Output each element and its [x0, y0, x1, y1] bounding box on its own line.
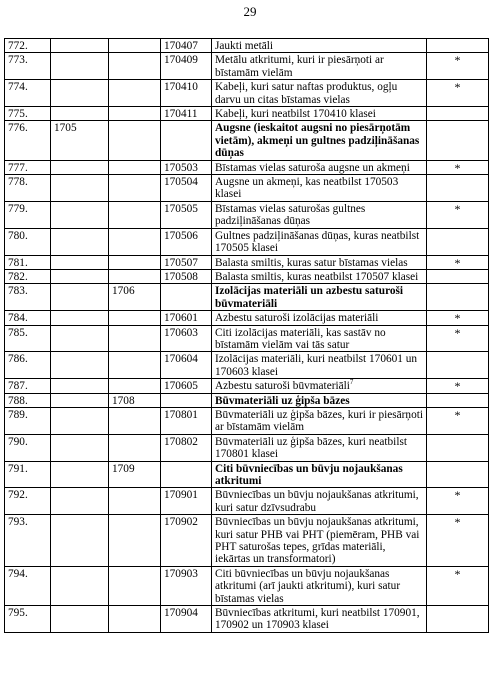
row-number-cell: 776.: [5, 121, 51, 160]
chapter-code-cell: [51, 434, 109, 461]
chapter-code-cell: [51, 160, 109, 174]
table-row: [5, 160, 489, 174]
waste-name-cell: Būvniecības atkritumi, kuri neatbilst 170901, 170902 un 170903 klasei: [212, 606, 427, 633]
chapter-code-cell: [51, 606, 109, 633]
hazard-mark-cell: [427, 121, 489, 160]
subchapter-code-cell: [109, 488, 161, 515]
row-number-cell: 778.: [5, 175, 51, 202]
subchapter-code-cell: 1708: [109, 393, 161, 407]
subchapter-code-cell: [109, 311, 161, 325]
waste-name-cell: Būvniecības un būvju nojaukšanas atkritumi, kuri satur dzīvsudrabu: [212, 488, 427, 515]
waste-name-cell: Augsne un akmeņi, kas neatbilst 170503 klasei: [212, 175, 427, 202]
chapter-code-cell: [51, 515, 109, 567]
chapter-code-cell: [51, 107, 109, 121]
row-number-cell: 772.: [5, 39, 51, 53]
row-number-cell: 786.: [5, 352, 51, 379]
waste-code-cell: 170410: [161, 80, 212, 107]
chapter-code-cell: [51, 175, 109, 202]
waste-name-cell: Balasta smiltis, kuras neatbilst 170507 klasei: [212, 269, 427, 283]
subchapter-code-cell: [109, 269, 161, 283]
chapter-code-cell: [51, 80, 109, 107]
table-row: [5, 255, 489, 269]
hazard-mark-cell: *: [427, 325, 489, 352]
subchapter-code-cell: [109, 175, 161, 202]
row-number-cell: 792.: [5, 488, 51, 515]
hazard-mark-cell: *: [427, 515, 489, 567]
row-number-cell: 794.: [5, 566, 51, 605]
subchapter-code-cell: [109, 606, 161, 633]
row-number-cell: 784.: [5, 311, 51, 325]
waste-name-cell: Citi būvniecības un būvju nojaukšanas atkritumi: [212, 461, 427, 488]
subchapter-code-cell: [109, 255, 161, 269]
waste-name-cell: Augsne (ieskaitot augsni no piesārņotām vietām), akmeņi un gultnes padziļināšanas dūņas: [212, 121, 427, 160]
table-row: [5, 53, 489, 80]
table-row: [5, 175, 489, 202]
waste-name-cell: Citi būvniecības un būvju nojaukšanas atkritumi (arī jaukti atkritumi), kuri satur bīstamas vielas: [212, 566, 427, 605]
chapter-code-cell: [51, 39, 109, 53]
waste-code-cell: [161, 393, 212, 407]
waste-code-cell: 170508: [161, 269, 212, 283]
waste-name-cell: Būvniecības un būvju nojaukšanas atkritumi, kuri satur PHB vai PHT (piemēram, PHB vai PHT saturošas tepes, grīdas materiāli, iekārtas un transformatori): [212, 515, 427, 567]
subchapter-code-cell: [109, 53, 161, 80]
chapter-code-cell: [51, 393, 109, 407]
hazard-mark-cell: [427, 606, 489, 633]
hazard-mark-cell: *: [427, 566, 489, 605]
subchapter-code-cell: [109, 80, 161, 107]
table-row: [5, 284, 489, 311]
subchapter-code-cell: [109, 407, 161, 434]
subchapter-code-cell: [109, 325, 161, 352]
table-body: [5, 39, 489, 633]
waste-code-cell: 170505: [161, 201, 212, 228]
waste-name-cell: Balasta smiltis, kuras satur bīstamas vielas: [212, 255, 427, 269]
row-number-cell: 791.: [5, 461, 51, 488]
row-number-cell: 795.: [5, 606, 51, 633]
row-number-cell: 789.: [5, 407, 51, 434]
hazard-mark-cell: [427, 228, 489, 255]
hazard-mark-cell: [427, 39, 489, 53]
row-number-cell: 775.: [5, 107, 51, 121]
hazard-mark-cell: [427, 175, 489, 202]
table-row: [5, 121, 489, 160]
chapter-code-cell: [51, 379, 109, 393]
waste-name-cell: Metālu atkritumi, kuri ir piesārņoti ar bīstamām vielām: [212, 53, 427, 80]
waste-code-cell: 170801: [161, 407, 212, 434]
subchapter-code-cell: [109, 201, 161, 228]
hazard-mark-cell: [427, 269, 489, 283]
waste-code-cell: 170411: [161, 107, 212, 121]
waste-code-cell: 170503: [161, 160, 212, 174]
hazard-mark-cell: *: [427, 255, 489, 269]
waste-code-cell: 170504: [161, 175, 212, 202]
row-number-cell: 787.: [5, 379, 51, 393]
waste-name-cell: Jaukti metāli: [212, 39, 427, 53]
subchapter-code-cell: [109, 39, 161, 53]
row-number-cell: 788.: [5, 393, 51, 407]
row-number-cell: 782.: [5, 269, 51, 283]
waste-code-cell: [161, 461, 212, 488]
waste-name-cell: Būvmateriāli uz ģipša bāzes, kuri neatbilst 170801 klasei: [212, 434, 427, 461]
row-number-cell: 793.: [5, 515, 51, 567]
row-number-cell: 783.: [5, 284, 51, 311]
table-row: [5, 107, 489, 121]
waste-name-cell: Azbestu saturoši izolācijas materiāli: [212, 311, 427, 325]
waste-classification-table: [4, 38, 489, 633]
chapter-code-cell: [51, 53, 109, 80]
table-row: [5, 39, 489, 53]
hazard-mark-cell: [427, 352, 489, 379]
waste-name-cell: Bīstamas vielas saturoša augsne un akmeņi: [212, 160, 427, 174]
waste-code-cell: 170407: [161, 39, 212, 53]
table-row: [5, 352, 489, 379]
waste-name-cell: Bīstamas vielas saturošas gultnes padziļināšanas dūņas: [212, 201, 427, 228]
subchapter-code-cell: [109, 160, 161, 174]
chapter-code-cell: [51, 407, 109, 434]
waste-name-cell: Gultnes padziļināšanas dūņas, kuras neatbilst 170505 klasei: [212, 228, 427, 255]
table-row: [5, 201, 489, 228]
table-row: [5, 379, 489, 393]
table-row: [5, 606, 489, 633]
table-row: [5, 269, 489, 283]
waste-code-cell: 170506: [161, 228, 212, 255]
row-number-cell: 780.: [5, 228, 51, 255]
hazard-mark-cell: *: [427, 201, 489, 228]
chapter-code-cell: [51, 228, 109, 255]
table-row: [5, 461, 489, 488]
hazard-mark-cell: *: [427, 407, 489, 434]
chapter-code-cell: [51, 255, 109, 269]
chapter-code-cell: [51, 461, 109, 488]
table-row: [5, 325, 489, 352]
chapter-code-cell: [51, 201, 109, 228]
subchapter-code-cell: [109, 515, 161, 567]
subchapter-code-cell: [109, 379, 161, 393]
hazard-mark-cell: *: [427, 379, 489, 393]
row-number-cell: 781.: [5, 255, 51, 269]
hazard-mark-cell: *: [427, 53, 489, 80]
chapter-code-cell: [51, 311, 109, 325]
table-row: [5, 515, 489, 567]
hazard-mark-cell: [427, 461, 489, 488]
hazard-mark-cell: [427, 107, 489, 121]
table-row: [5, 434, 489, 461]
row-number-cell: 790.: [5, 434, 51, 461]
waste-name-cell: Būvmateriāli uz ģipša bāzes, kuri ir piesārņoti ar bīstamām vielām: [212, 407, 427, 434]
waste-name-cell: Citi izolācijas materiāli, kas sastāv no bīstamām vielām vai tās satur: [212, 325, 427, 352]
subchapter-code-cell: [109, 434, 161, 461]
chapter-code-cell: [51, 352, 109, 379]
waste-name-cell: Izolācijas materiāli un azbestu saturoši būvmateriāli: [212, 284, 427, 311]
waste-code-cell: 170902: [161, 515, 212, 567]
subchapter-code-cell: [109, 107, 161, 121]
waste-name-cell: Kabeļi, kuri satur naftas produktus, ogļu darvu un citas bīstamas vielas: [212, 80, 427, 107]
chapter-code-cell: [51, 488, 109, 515]
hazard-mark-cell: [427, 434, 489, 461]
chapter-code-cell: [51, 325, 109, 352]
waste-code-cell: [161, 284, 212, 311]
waste-name-cell: Būvmateriāli uz ģipša bāzes: [212, 393, 427, 407]
hazard-mark-cell: *: [427, 488, 489, 515]
hazard-mark-cell: *: [427, 80, 489, 107]
table-row: [5, 566, 489, 605]
row-number-cell: 773.: [5, 53, 51, 80]
waste-code-cell: 170901: [161, 488, 212, 515]
chapter-code-cell: 1705: [51, 121, 109, 160]
footnote-marker: 7: [349, 378, 354, 387]
hazard-mark-cell: [427, 284, 489, 311]
chapter-code-cell: [51, 566, 109, 605]
waste-code-cell: 170603: [161, 325, 212, 352]
waste-code-cell: 170802: [161, 434, 212, 461]
chapter-code-cell: [51, 269, 109, 283]
table-row: [5, 311, 489, 325]
waste-name-cell: Kabeļi, kuri neatbilst 170410 klasei: [212, 107, 427, 121]
waste-name-cell: Izolācijas materiāli, kuri neatbilst 170601 un 170603 klasei: [212, 352, 427, 379]
waste-code-cell: 170904: [161, 606, 212, 633]
row-number-cell: 774.: [5, 80, 51, 107]
hazard-mark-cell: [427, 393, 489, 407]
row-number-cell: 779.: [5, 201, 51, 228]
waste-code-cell: [161, 121, 212, 160]
table-row: [5, 488, 489, 515]
subchapter-code-cell: 1709: [109, 461, 161, 488]
subchapter-code-cell: 1706: [109, 284, 161, 311]
table-row: [5, 228, 489, 255]
subchapter-code-cell: [109, 352, 161, 379]
waste-code-cell: 170605: [161, 379, 212, 393]
hazard-mark-cell: *: [427, 160, 489, 174]
waste-code-cell: 170507: [161, 255, 212, 269]
row-number-cell: 785.: [5, 325, 51, 352]
waste-code-cell: 170903: [161, 566, 212, 605]
chapter-code-cell: [51, 284, 109, 311]
subchapter-code-cell: [109, 228, 161, 255]
subchapter-code-cell: [109, 121, 161, 160]
table-row: [5, 80, 489, 107]
row-number-cell: 777.: [5, 160, 51, 174]
page-number: 29: [243, 4, 257, 19]
table-row: [5, 407, 489, 434]
waste-name-cell: Azbestu saturoši būvmateriāli$^7$: [212, 379, 427, 393]
waste-code-cell: 170409: [161, 53, 212, 80]
waste-code-cell: 170601: [161, 311, 212, 325]
subchapter-code-cell: [109, 566, 161, 605]
waste-code-cell: 170604: [161, 352, 212, 379]
table-row: [5, 393, 489, 407]
hazard-mark-cell: *: [427, 311, 489, 325]
